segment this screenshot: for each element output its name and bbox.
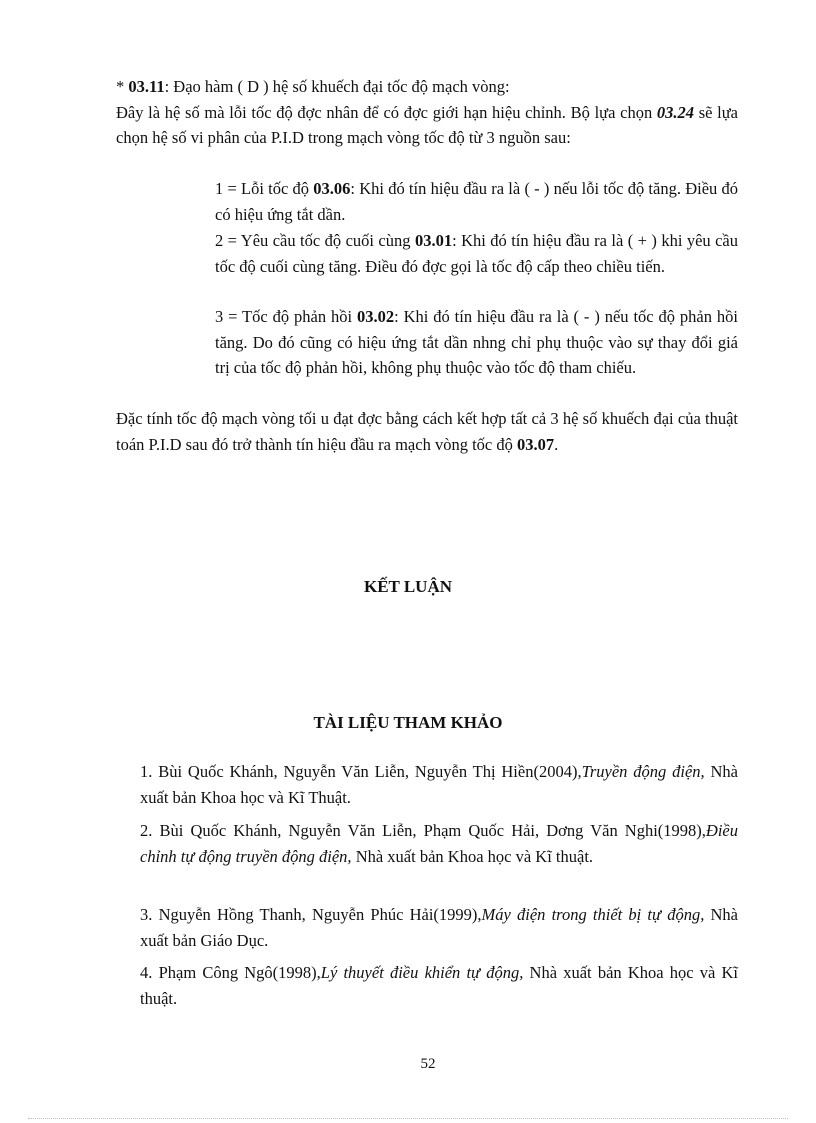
param-code: 03.02 xyxy=(356,307,395,326)
param-code: 03.11 xyxy=(128,77,165,96)
bullet-star: * xyxy=(116,77,129,96)
reference-item: 1. Bùi Quốc Khánh, Nguyễn Văn Liễn, Nguyễn Thị Hiền(2004),Truyền động điện, Nhà xuất bản Khoa học và Kĩ Thuật. xyxy=(140,762,738,807)
param-code: 03.07 xyxy=(516,434,555,454)
list-item: 1 = Lỗi tốc độ 03.06: Khi đó tín hiệu đầu ra là ( - ) nếu lỗi tốc độ tăng. Điều đó có hiệu ứng tắt dần. xyxy=(215,179,738,224)
param-code: 03.06 xyxy=(313,179,351,198)
closing-paragraph: Đặc tính tốc độ mạch vòng tối u đạt đợc bằng cách kết hợp tất cả 3 hệ số khuếch đại của thuật toán P.I.D sau đó trở thành tín hiệu đầu ra mạch vòng tốc độ 03.07. xyxy=(116,409,738,454)
param-title: : Đạo hàm ( D ) hệ số khuếch đại tốc độ mạch vòng: xyxy=(164,77,510,96)
reference-item: 3. Nguyễn Hồng Thanh, Nguyễn Phúc Hải(1999),Máy điện trong thiết bị tự động, Nhà xuất bản Giáo Dục. xyxy=(140,905,738,950)
page-bottom-divider xyxy=(28,1118,788,1119)
reference-title: Điều chỉnh tự động truyền động điện, xyxy=(140,821,738,866)
reference-item: 2. Bùi Quốc Khánh, Nguyễn Văn Liễn, Phạm Quốc Hải, Dơng Văn Nghi(1998),Điều chỉnh tự động truyền động điện, Nhà xuất bản Khoa học và Kĩ thuật. xyxy=(140,821,738,866)
param-code: 03.01 xyxy=(414,231,453,250)
references-heading: TÀI LIỆU THAM KHẢO xyxy=(313,713,503,732)
selector-code: 03.24 xyxy=(656,102,695,122)
page-number: 52 xyxy=(420,1056,436,1072)
reference-title: Truyền động điện, xyxy=(581,762,705,781)
section-3-11-paragraph xyxy=(116,74,738,151)
list-item: 3 = Tốc độ phản hồi 03.02: Khi đó tín hiệu đầu ra là ( - ) nếu tốc độ phản hồi tăng. Do đó cũng có hiệu ứng tắt dần nhng chỉ phụ thuộc vào sự thay đổi giá trị của tốc độ phản hồi, không phụ thuộc vào tốc độ tham chiếu. xyxy=(215,307,738,377)
conclusion-heading: KẾT LUẬN xyxy=(363,577,452,596)
reference-item: 4. Phạm Công Ngô(1998),Lý thuyết điều khiển tự động, Nhà xuất bản Khoa học và Kĩ thuật. xyxy=(140,963,739,1008)
param-description: Đây là hệ số mà lỗi tốc độ đợc nhân để có đợc giới hạn hiệu chỉnh. Bộ lựa chọn xyxy=(116,102,657,122)
reference-title: Máy điện trong thiết bị tự động, xyxy=(481,905,705,924)
param-description-cont: sẽ lựa chọn hệ số vi phân của P.I.D trong mạch vòng tốc độ từ 3 nguồn sau: xyxy=(116,102,738,147)
list-item: 2 = Yêu cầu tốc độ cuối cùng 03.01: Khi đó tín hiệu đầu ra là ( + ) khi yêu cầu tốc độ cuối cùng tăng. Điều đó đợc gọi là tốc độ cấp theo chiều tiến. xyxy=(215,231,739,276)
reference-title: Lý thuyết điều khiển tự động, xyxy=(320,963,524,982)
